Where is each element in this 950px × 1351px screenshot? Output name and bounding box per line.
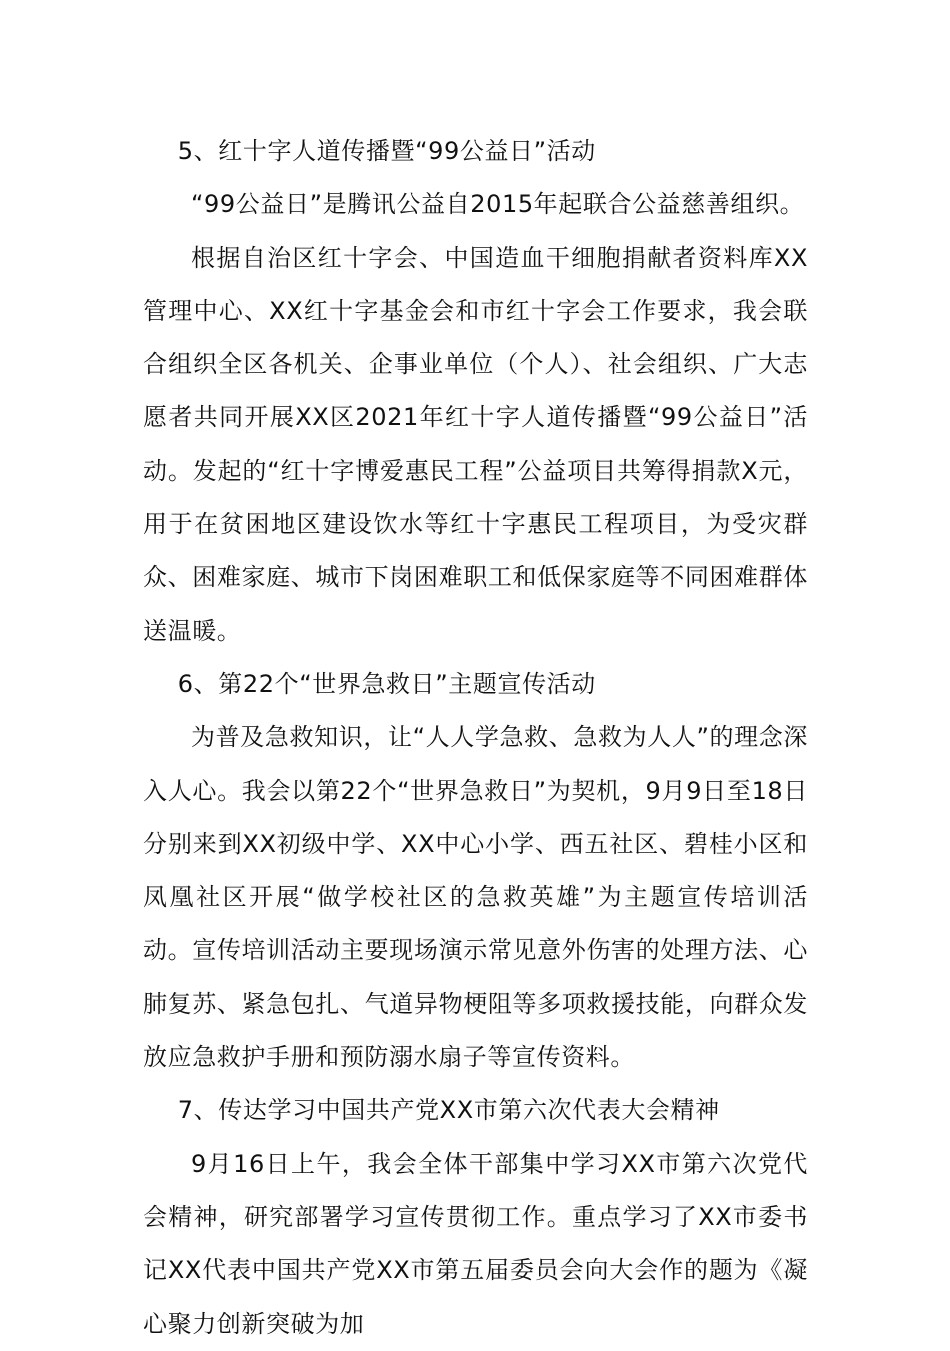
paragraph: 根据自治区红十字会、中国造血干细胞捐献者资料库XX管理中心、XX红十字基金会和市红十字会工作要求，我会联合组织全区各机关、企事业单位（个人）、社会组织、广大志愿者共同开展XX区2021年红十字人道传播暨“99公益日”活动。发起的“红十字博爱惠民工程”公益项目共筹得捐款X元，用于在贫困地区建设饮水等红十字惠民工程项目，为受灾群众、困难家庭、城市下岗困难职工和低保家庭等不同困难群体送温暖。 bbox=[143, 243, 808, 645]
document-body bbox=[143, 125, 808, 1351]
section-heading-5: 5、红十字人道传播暨“99公益日”活动 bbox=[177, 137, 596, 165]
section-heading-6: 6、第22个“世界急救日”主题宣传活动 bbox=[177, 669, 596, 698]
paragraph: 9月16日上午，我会全体干部集中学习XX市第六次党代会精神，研究部署学习宣传贯彻工作。重点学习了XX市委书记XX代表中国共产党XX市第五届委员会向大会作的题为《凝心聚力创新突破为加 bbox=[143, 1149, 808, 1338]
paragraph: “99公益日”是腾讯公益自2015年起联合公益慈善组织。 bbox=[191, 190, 805, 219]
paragraph: 为普及急救知识，让“人人学急救、急救为人人”的理念深入人心。我会以第22个“世界急救日”为契机，9月9日至18日分别来到XX初级中学、XX中心小学、西五社区、碧桂小区和凤凰社区开展“做学校社区的急救英雄”为主题宣传培训活动。宣传培训活动主要现场演示常见意外伤害的处理方法、心肺复苏、紧急包扎、气道异物梗阻等多项救援技能，向群众发放应急救护手册和预防溺水扇子等宣传资料。 bbox=[143, 723, 808, 1072]
section-heading-7: 7、传达学习中国共产党XX市第六次代表大会精神 bbox=[177, 1096, 720, 1125]
